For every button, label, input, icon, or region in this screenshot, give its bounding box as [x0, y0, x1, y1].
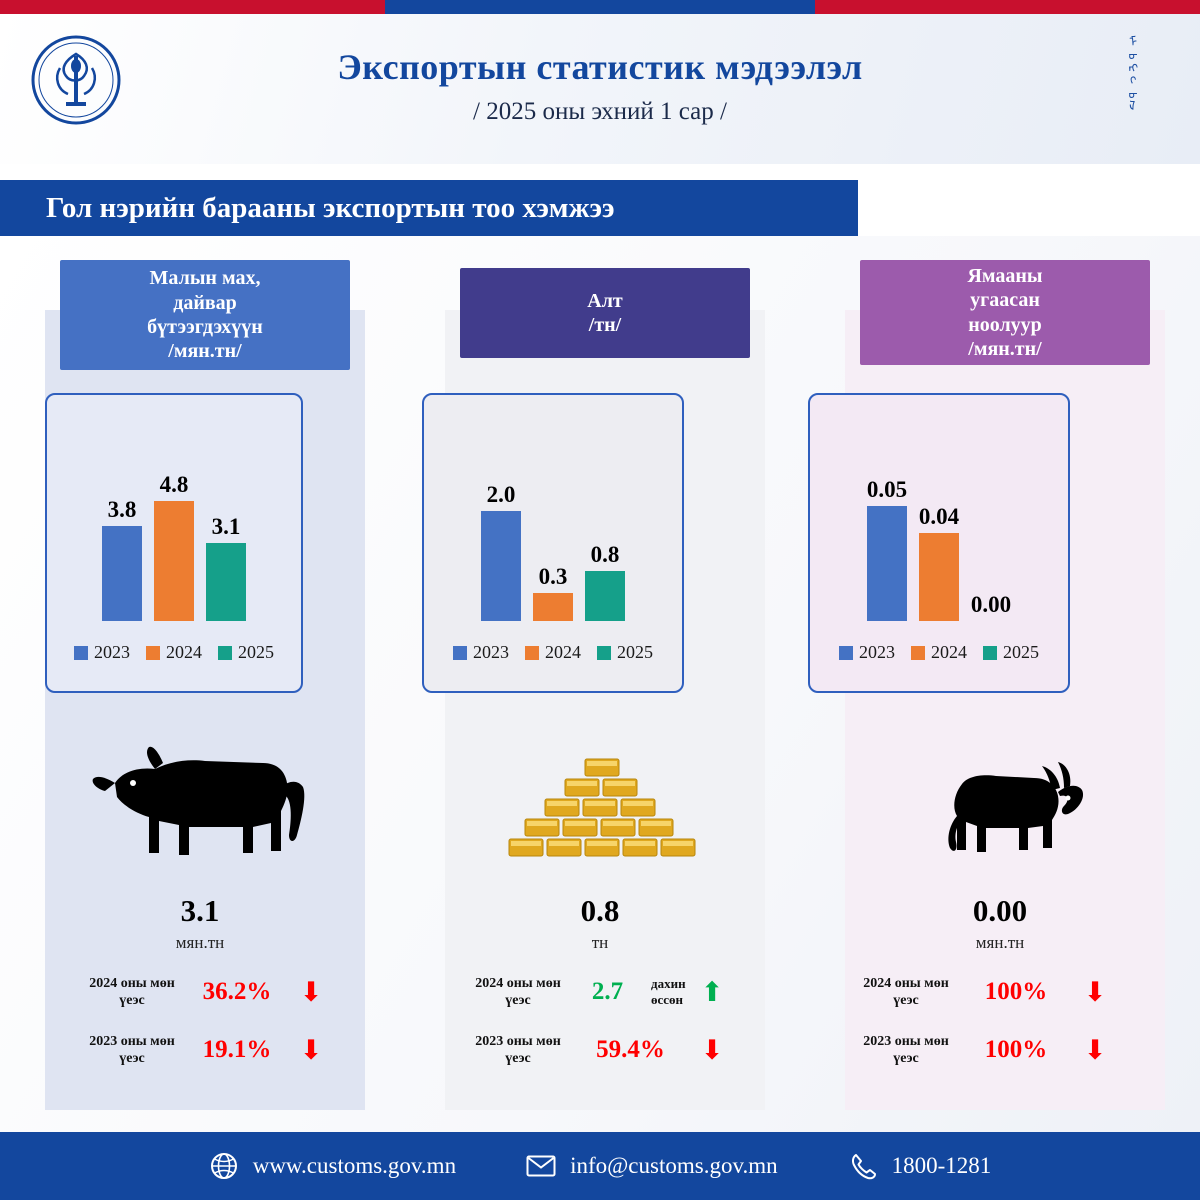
column-cashmere: [800, 248, 1200, 1118]
comparison-label: 2024 оны мөн үеэс: [475, 975, 561, 1008]
highlight-unit: тн: [591, 933, 609, 952]
mongolian-script-text: ᠮᠣᠩᠭᠣᠯ: [1122, 34, 1138, 112]
section-heading-band: [0, 180, 858, 236]
column-caption: [460, 268, 750, 358]
highlight-value: 0.00: [972, 893, 1028, 928]
top-color-bar: [0, 0, 1200, 14]
footer-phone-text: 1800-1281: [891, 1153, 992, 1178]
bar-value-label: 0.05: [866, 477, 908, 502]
caption-line: дайвар: [173, 291, 237, 314]
legend-label: 2025: [238, 642, 274, 662]
bar-group: [424, 441, 682, 621]
bar-rect: [481, 511, 521, 621]
chart-legend: [810, 642, 1068, 663]
bar-2024: [917, 504, 961, 621]
comparison-label: 2023 оны мөн үеэс: [863, 1033, 949, 1066]
caption-line: /мян.тн/: [968, 337, 1042, 360]
legend-item-2025: [218, 642, 274, 663]
comparison-label: 2024 оны мөн үеэс: [89, 975, 175, 1008]
legend-swatch-icon: [453, 646, 467, 660]
bar-rect: [102, 526, 142, 621]
envelope-icon: [526, 1151, 556, 1181]
legend-item-2023: [839, 642, 895, 663]
bar-chart: [808, 393, 1070, 693]
bar-value-label: 0.04: [918, 504, 960, 529]
bar-chart: [422, 393, 684, 693]
phone-icon: [848, 1151, 878, 1181]
footer-phone[interactable]: [848, 1151, 992, 1181]
legend-swatch-icon: [218, 646, 232, 660]
page-header: [0, 14, 1200, 164]
caption-line: Ямааны: [967, 264, 1043, 287]
arrow-down-icon: ⬇: [299, 976, 323, 1007]
bar-2025: [583, 542, 627, 621]
legend-label: 2023: [859, 642, 895, 662]
legend-swatch-icon: [839, 646, 853, 660]
legend-item-2024: [525, 642, 581, 663]
highlight-unit: мян.тн: [975, 933, 1025, 952]
caption-line: /мян.тн/: [168, 340, 242, 363]
footer-email[interactable]: [526, 1151, 778, 1181]
bar-group: [47, 441, 301, 621]
bar-group: [810, 441, 1068, 621]
column-livestock-meat: [0, 248, 400, 1118]
highlight-value: 0.8: [580, 893, 620, 928]
top-bar-red-left: [0, 0, 385, 14]
comparison-row-2023: [860, 1026, 1110, 1074]
comparison-value: 100%: [984, 978, 1048, 1005]
footer-email-text: info@customs.gov.mn: [570, 1153, 778, 1178]
bar-value-label: 3.1: [211, 514, 241, 539]
comparison-row-2024: [86, 968, 326, 1016]
comparison-row-2023: [472, 1026, 727, 1074]
cow-icon: [0, 718, 400, 893]
bar-2023: [100, 497, 144, 621]
legend-item-2024: [911, 642, 967, 663]
bar-rect: [919, 533, 959, 621]
arrow-down-icon: ⬇: [1083, 976, 1107, 1007]
page-subtitle: / 2025 оны эхний 1 сар /: [473, 98, 727, 125]
legend-swatch-icon: [74, 646, 88, 660]
bar-value-label: 0.00: [970, 592, 1012, 617]
bar-value-label: 2.0: [486, 482, 516, 507]
comparison-row-2024: [860, 968, 1110, 1016]
bar-2023: [479, 482, 523, 621]
legend-label: 2024: [931, 642, 967, 662]
bar-chart: [45, 393, 303, 693]
comparison-row-2023: [86, 1026, 326, 1074]
comparison-row-2024: [472, 968, 727, 1016]
page-footer: [0, 1132, 1200, 1200]
legend-item-2025: [597, 642, 653, 663]
chart-legend: [47, 642, 301, 663]
caption-line: бүтээгдэхүүн: [147, 316, 263, 338]
legend-label: 2023: [473, 642, 509, 662]
legend-label: 2025: [617, 642, 653, 662]
section-heading-text: Гол нэрийн барааны экспортын тоо хэмжээ: [46, 191, 615, 224]
bar-2024: [531, 564, 575, 621]
bar-rect: [585, 571, 625, 621]
caption-line: угаасан: [970, 289, 1040, 312]
comparison-extra-text: дахин өссөн: [651, 976, 686, 1007]
caption-line: /тн/: [588, 314, 622, 336]
bar-2025: [204, 514, 248, 621]
page-title: Экспортын статистик мэдээлэл: [337, 47, 863, 87]
comparison-value: 59.4%: [596, 1036, 665, 1063]
highlight-unit: мян.тн: [175, 933, 225, 952]
arrow-down-icon: ⬇: [700, 1034, 724, 1065]
legend-swatch-icon: [911, 646, 925, 660]
legend-label: 2024: [545, 642, 581, 662]
legend-item-2023: [74, 642, 130, 663]
footer-website[interactable]: [209, 1151, 456, 1181]
gold-bars-icon: [400, 718, 800, 893]
comparison-value: 19.1%: [202, 1036, 272, 1063]
legend-label: 2023: [94, 642, 130, 662]
top-bar-red-right: [815, 0, 1200, 14]
legend-swatch-icon: [597, 646, 611, 660]
arrow-down-icon: ⬇: [299, 1034, 323, 1065]
column-caption: [60, 260, 350, 370]
legend-item-2024: [146, 642, 202, 663]
caption-line: Малын мах,: [149, 267, 261, 290]
chart-legend: [424, 642, 682, 663]
comparison-value: 2.7: [591, 978, 624, 1005]
bar-value-label: 0.8: [590, 542, 620, 567]
bar-value-label: 4.8: [159, 472, 189, 497]
columns-container: [0, 248, 1200, 1118]
legend-item-2023: [453, 642, 509, 663]
highlight-value: 3.1: [180, 893, 220, 928]
comparison-label: 2023 оны мөн үеэс: [475, 1033, 561, 1066]
comparison-label: 2024 оны мөн үеэс: [863, 975, 949, 1008]
goat-icon: [800, 718, 1200, 893]
top-bar-blue-center: [385, 0, 815, 14]
comparison-value: 100%: [984, 1036, 1048, 1063]
legend-swatch-icon: [525, 646, 539, 660]
column-caption: [860, 260, 1150, 365]
legend-item-2025: [983, 642, 1039, 663]
arrow-up-icon: ⬆: [700, 976, 724, 1007]
bar-rect: [206, 543, 246, 621]
arrow-down-icon: ⬇: [1083, 1034, 1107, 1065]
globe-icon: [209, 1151, 239, 1181]
caption-line: ноолуур: [968, 313, 1042, 336]
bar-rect: [533, 593, 573, 621]
legend-swatch-icon: [146, 646, 160, 660]
bar-2025: [969, 592, 1013, 621]
comparison-label: 2023 оны мөн үеэс: [89, 1033, 175, 1066]
bar-value-label: 3.8: [107, 497, 137, 522]
bar-2023: [865, 477, 909, 621]
footer-website-text: www.customs.gov.mn: [252, 1153, 457, 1178]
bar-value-label: 0.3: [538, 564, 568, 589]
bar-2024: [152, 472, 196, 621]
bar-rect: [154, 501, 194, 621]
legend-label: 2025: [1003, 642, 1039, 662]
caption-line: Алт: [587, 289, 623, 312]
legend-label: 2024: [166, 642, 202, 662]
bar-rect: [867, 506, 907, 621]
legend-swatch-icon: [983, 646, 997, 660]
column-gold: [400, 248, 800, 1118]
comparison-value: 36.2%: [202, 978, 272, 1005]
